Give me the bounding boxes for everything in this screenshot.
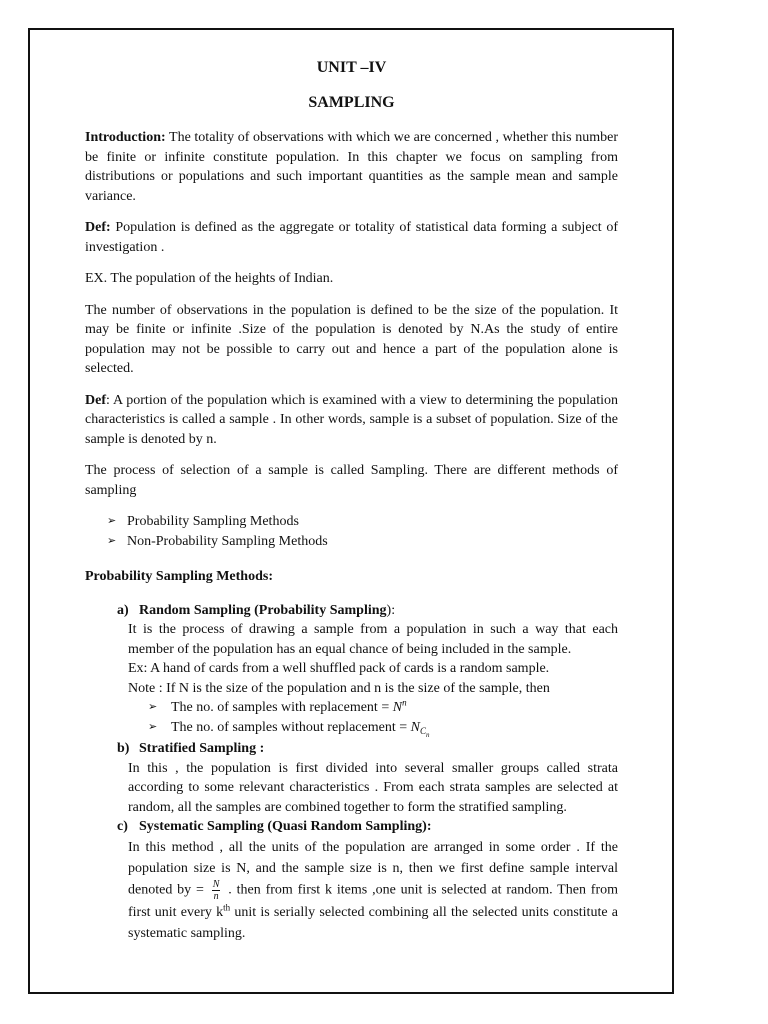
item-label: b): [117, 741, 130, 756]
definition-population: [85, 218, 618, 257]
item-label: a): [117, 602, 129, 618]
random-note: Note : If N is the size of the population and n is the size of the sample, then: [128, 680, 550, 696]
intro-paragraph: [85, 128, 618, 206]
arrow-bullet-icon: ➢: [107, 534, 117, 547]
random-example: Ex: A hand of cards from a well shuffled pack of cards is a random sample.: [128, 661, 550, 676]
math-subscript-letter: C: [419, 726, 426, 737]
process-paragraph: The process of selection of a sample is called Sampling. There are different methods of sampling: [85, 463, 618, 498]
item-label: c): [117, 819, 128, 834]
example-paragraph: EX. The population of the heights of Indian.: [85, 271, 334, 286]
stratified-sampling-section: [85, 739, 618, 817]
list-item-label: Non-Probability Sampling Methods: [127, 533, 328, 549]
arrow-bullet-icon: ➢: [148, 720, 158, 733]
math-base: N: [392, 700, 403, 715]
systematic-sampling-section: [85, 817, 618, 944]
random-sampling-heading: [85, 601, 618, 621]
body-part-2: . then from first k items ,one unit is selected at random. Then from first unit every k: [128, 882, 618, 920]
body-part-1: In this method , all the units of the population are arranged in some order . If the population size is N, and the sample size is n, then we first define sample interval denoted by =: [128, 839, 618, 898]
superscript-th: th: [223, 901, 231, 912]
document-content: [85, 58, 618, 944]
list-item: [107, 532, 618, 552]
body-part-3: unit is serially selected combining all the selected units constitute a systematic sampling.: [128, 904, 618, 941]
def2-text: : A portion of the population which is examined with a view to determining the population characteristics is called a sample . In other words, sample is a subset of population. Size of the sample is denoted by n.: [85, 392, 618, 447]
definition-sample: [85, 391, 618, 450]
list-item: [148, 718, 618, 738]
random-body-text: It is the process of drawing a sample from a population in such a way that each member of the population has an equal chance of being included in the sample.: [128, 622, 618, 657]
list-item-label: Probability Sampling Methods: [127, 514, 299, 529]
random-sampling-section: [85, 601, 618, 738]
heading-text: Stratified Sampling :: [139, 741, 265, 756]
systematic-body-text: [128, 837, 618, 944]
intro-text: The totality of observations with which we are concerned , whether this number be finite or infinite constitute population. In this chapter we focus on sampling from distributions or populations and such important quantities as the sample mean and sample variance.: [85, 130, 618, 204]
systematic-sampling-body: [85, 837, 618, 944]
list-item: [148, 698, 618, 718]
heading-text: Random Sampling (Probability Sampling: [139, 602, 387, 618]
math-subscript: [419, 726, 430, 740]
intro-label: Introduction:: [85, 130, 166, 145]
arrow-bullet-icon: ➢: [107, 515, 117, 527]
list-item-label: The no. of samples with replacement =: [171, 700, 393, 715]
methods-list: [85, 512, 618, 551]
list-item-label: The no. of samples without replacement =: [171, 719, 411, 735]
def1-label: Def:: [85, 220, 111, 235]
heading-text: Systematic Sampling (Quasi Random Sampling):: [139, 819, 432, 834]
unit-title: UNIT –IV: [316, 59, 387, 76]
replacement-list: [128, 697, 618, 740]
heading-close: ):: [386, 602, 396, 618]
stratified-sampling-heading: [85, 739, 618, 759]
chapter-title: SAMPLING: [308, 94, 395, 111]
math-exponent: n: [402, 697, 407, 708]
systematic-sampling-heading: [85, 817, 618, 837]
def1-text: Population is defined as the aggregate or totality of statistical data forming a subject of investigation .: [85, 220, 618, 255]
def2-label: Def: [85, 392, 106, 408]
list-item: [107, 512, 618, 532]
fraction-numerator: N: [212, 878, 220, 890]
stratified-body-text: In this , the population is first divided into several smaller groups called strata according to some relevant characteristics . From each strata samples are selected at random, all the samples are combined together to form the stratified sampling.: [128, 760, 618, 815]
math-sub-subscript: n: [425, 731, 430, 740]
sample-interval-fraction: [212, 879, 221, 902]
size-paragraph: The number of observations in the population is defined to be the size of the population. It may be finite or infinite .Size of the population is denoted by N.As the study of entire population may not be possible to carry out and hence a part of the population alone is selected.: [85, 302, 618, 376]
math-base: N: [410, 719, 420, 735]
stratified-sampling-body: [85, 759, 618, 818]
arrow-bullet-icon: ➢: [148, 701, 158, 713]
probability-heading: Probability Sampling Methods:: [85, 569, 273, 584]
fraction-denominator: n: [213, 890, 219, 902]
random-sampling-body: [85, 620, 618, 740]
